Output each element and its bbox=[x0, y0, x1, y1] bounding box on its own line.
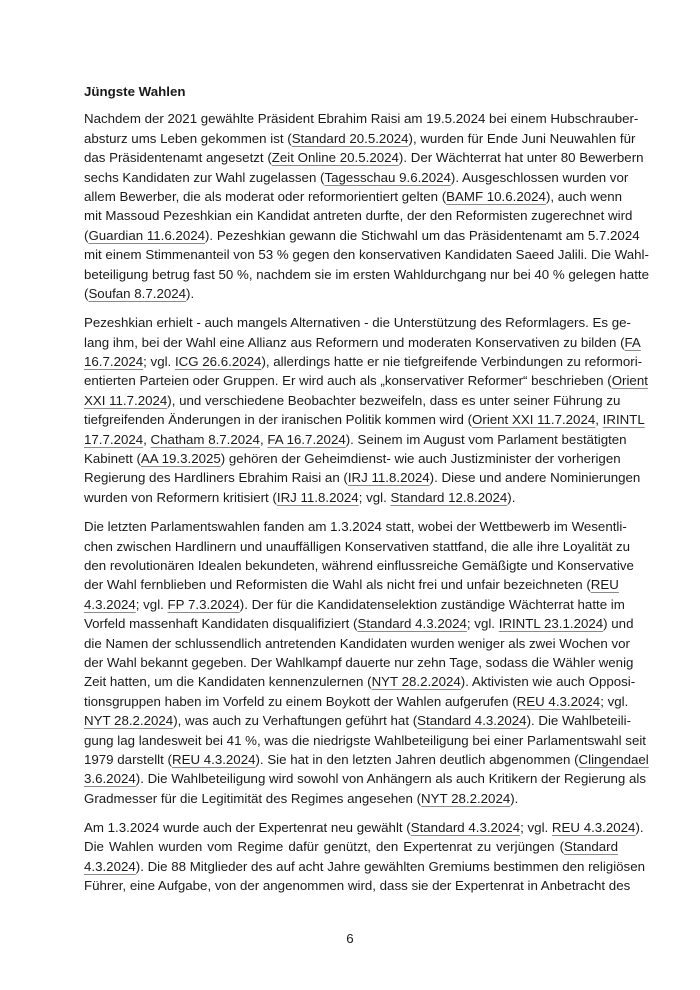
text-line bbox=[84, 517, 627, 536]
text: Nachdem der 2021 gewählte Präsident Ebrahim Raisi am 19.5.2024 bei einem Hubschrauber- bbox=[84, 111, 639, 127]
text-line bbox=[84, 711, 631, 730]
text: ) und bbox=[603, 616, 634, 632]
source-link[interactable]: 4.3.2024 bbox=[84, 596, 136, 612]
text: Regierung des Hardliners Ebrahim Raisi an ( bbox=[84, 470, 348, 486]
source-link[interactable]: Standard 20.5.2024 bbox=[291, 130, 409, 146]
text-line bbox=[84, 148, 644, 167]
text: ), was auch zu Verhaftungen geführt hat ( bbox=[173, 713, 418, 729]
source-link[interactable]: IRINTL 23.1.2024 bbox=[498, 616, 604, 632]
text: Führer, eine Aufgabe, von der angenommen wird, dass sie der Expertenrat in Anbetracht des bbox=[84, 878, 631, 894]
text-line bbox=[84, 410, 645, 429]
page-number: 6 bbox=[346, 931, 354, 946]
text-line bbox=[84, 109, 639, 128]
text: , bbox=[143, 431, 151, 447]
text: ), auch wenn bbox=[545, 188, 623, 204]
text: ; vgl. bbox=[135, 596, 168, 612]
source-link[interactable]: FA 16.7.2024 bbox=[267, 431, 346, 447]
source-link[interactable]: Guardian 11.6.2024 bbox=[88, 227, 205, 243]
text: ). Diese und andere Nominierungen bbox=[429, 470, 641, 486]
text: ). Seinem im August vom Parlament bestätigten bbox=[345, 431, 627, 447]
source-link[interactable]: IRJ 11.8.2024 bbox=[347, 470, 430, 486]
text: beteiligung betrug fast 50 %, nachdem sie im ersten Wahldurchgang nur bei 40 % gelegen hatte bbox=[84, 266, 649, 282]
text: Gradmesser für die Legitimität des Regimes angesehen ( bbox=[84, 790, 422, 806]
page-content bbox=[84, 82, 649, 906]
text: ), allerdings hatte er nie tiefgreifende Verbindungen zu reformori- bbox=[261, 354, 643, 370]
text: tiefgreifenden Änderungen in der iranischen Politik kommen wird ( bbox=[84, 412, 473, 428]
text-line bbox=[84, 634, 630, 653]
source-link[interactable]: Orient bbox=[611, 373, 648, 389]
text-line bbox=[84, 284, 618, 303]
text: ; vgl. bbox=[466, 616, 499, 632]
text: ). Pezeshkian gewann die Stichwahl um das Präsidentenamt am 5.7.2024 bbox=[205, 227, 640, 243]
text-line bbox=[84, 876, 631, 895]
text: ). Die 88 Mitglieder des auf acht Jahre gewählten Gremiums bestimmen den religiösen bbox=[135, 858, 645, 874]
source-link[interactable]: FA bbox=[624, 334, 641, 350]
text: Am 1.3.2024 wurde auch der Expertenrat neu gewählt ( bbox=[84, 820, 411, 836]
text: entierten Parteien oder Gruppen. Er wird auch als „konservativer Reformer“ beschrieben ( bbox=[84, 373, 612, 389]
text-line bbox=[84, 168, 629, 187]
text: ). bbox=[635, 820, 644, 836]
text-line bbox=[84, 391, 621, 410]
text: 1979 darstellt ( bbox=[84, 751, 172, 767]
text: ). Die Wahlbeteili- bbox=[526, 713, 631, 729]
source-link[interactable]: Standard 4.3.2024 bbox=[357, 616, 467, 632]
text-line bbox=[84, 449, 621, 468]
text: das Präsidentenamt angesetzt ( bbox=[84, 150, 272, 166]
source-link[interactable]: 4.3.2024 bbox=[84, 858, 136, 874]
text: lang ihm, bei der Wahl eine Allianz aus Reformern und moderaten Konservativen zu bilden ( bbox=[84, 334, 625, 350]
text: ) gehören der Geheimdienst- wie auch Justizminister der vorherigen bbox=[220, 451, 621, 467]
text: den revolutionären Idealen bekundeten, während einflussreiche Gemäßigte und Konservative bbox=[84, 558, 634, 573]
text-line bbox=[84, 187, 623, 206]
text: ). Sie hat in den letzten Jahren deutlich abgenommen ( bbox=[255, 751, 579, 767]
text: ), wurden für Ende Juni Neuwahlen für bbox=[408, 130, 636, 146]
text-line bbox=[84, 468, 641, 487]
text-line bbox=[84, 430, 627, 449]
source-link[interactable]: 16.7.2024 bbox=[84, 354, 144, 370]
paragraph bbox=[84, 313, 648, 507]
text-line bbox=[84, 595, 625, 614]
source-link[interactable]: Orient XXI 11.7.2024 bbox=[472, 412, 596, 428]
text: ; vgl. bbox=[520, 820, 552, 836]
text: Die letzten Parlamentswahlen fanden am 1.3.2024 statt, wobei der Wettbewerb im Wesentli- bbox=[84, 519, 627, 535]
text-line bbox=[84, 226, 640, 245]
text: Pezeshkian erhielt - auch mangels Alternativen - die Unterstützung des Reformlagers. Es ge- bbox=[84, 315, 631, 331]
text-line bbox=[84, 837, 618, 856]
text-line bbox=[84, 672, 636, 691]
source-link[interactable]: REU bbox=[590, 577, 619, 593]
text: wurden von Reformern kritisiert ( bbox=[84, 489, 277, 505]
text: mit einem Stimmenanteil von 53 % gegen den konservativen Kandidaten Saeed Jalili. Die Wahl- bbox=[84, 247, 649, 263]
source-link[interactable]: 17.7.2024 bbox=[84, 431, 144, 447]
source-link[interactable]: NYT 28.2.2024 bbox=[371, 674, 461, 690]
source-link[interactable]: REU 4.3.2024 bbox=[551, 820, 636, 836]
source-link[interactable]: 3.6.2024 bbox=[84, 771, 136, 787]
body-text bbox=[84, 109, 649, 895]
text: absturz ums Leben gekommen ist ( bbox=[84, 130, 292, 146]
text: , bbox=[595, 412, 603, 428]
text-line bbox=[84, 750, 649, 769]
source-link[interactable]: Chatham 8.7.2024 bbox=[150, 431, 260, 447]
source-link[interactable]: Standard 4.3.2024 bbox=[410, 820, 521, 836]
source-link[interactable]: Soufan 8.7.2024 bbox=[88, 285, 187, 301]
text: die Namen der schlussendlich antretenden Kandidaten wurden weniger als zwei Wochen vor bbox=[84, 635, 630, 651]
text-line bbox=[84, 129, 636, 148]
source-link[interactable]: NYT 28.2.2024 bbox=[421, 790, 511, 806]
source-link[interactable]: XXI 11.7.2024 bbox=[84, 392, 168, 408]
text-line bbox=[84, 371, 648, 390]
paragraph bbox=[84, 109, 649, 303]
text: der Wahl bekannt gegeben. Der Wahlkampf dauerte nur zehn Tage, sodass die Wähler wenig bbox=[84, 654, 634, 670]
text: ( bbox=[84, 227, 89, 243]
text-line bbox=[84, 556, 634, 575]
source-link[interactable]: IRJ 11.8.2024 bbox=[276, 489, 359, 505]
text: ). Der für die Kandidatenselektion zuständige Wächterrat hatte im bbox=[239, 596, 625, 612]
text: tionsgruppen haben im Vorfeld zu einem Boykott der Wahlen aufgerufen ( bbox=[84, 693, 517, 709]
text-line bbox=[84, 313, 631, 332]
text-line bbox=[84, 769, 647, 788]
paragraph bbox=[84, 517, 649, 808]
text: sechs Kandidaten zur Wahl zugelassen ( bbox=[84, 169, 325, 185]
text: chen zwischen Hardlinern und unauffälligen Konservativen stattfand, die alle ihre Loyalität zu bbox=[84, 538, 631, 554]
text: ), und verschiedene Beobachter bezweifeln, dass es unter seiner Führung zu bbox=[167, 392, 621, 408]
text-line bbox=[84, 333, 641, 352]
text: ; vgl. bbox=[600, 693, 629, 709]
text: Kabinett ( bbox=[84, 451, 141, 467]
text: ( bbox=[84, 285, 89, 301]
text-line bbox=[84, 265, 649, 284]
text-line bbox=[84, 789, 618, 808]
text: gung lag landesweit bei 41 %, was die niedrigste Wahlbeteiligung bei einer Parlamentswahl seit bbox=[84, 732, 647, 748]
text-line bbox=[84, 614, 634, 633]
source-link[interactable]: Clingendael bbox=[578, 751, 649, 767]
text: ). bbox=[510, 790, 519, 806]
paragraph bbox=[84, 818, 645, 896]
text-line bbox=[84, 857, 645, 876]
text: der Wahl fernblieben und Reformisten die Wahl als nicht frei und unfair bezeichneten ( bbox=[84, 577, 591, 593]
text: ). Die Wahlbeteiligung wird sowohl von Anhängern als auch Kritikern der Regierung als bbox=[135, 771, 647, 787]
source-link[interactable]: REU 4.3.2024 bbox=[516, 693, 601, 709]
text-line bbox=[84, 488, 618, 507]
text: Die Wahlen wurden vom Regime dafür genützt, den Expertenrat zu verjüngen ( bbox=[84, 839, 565, 855]
text: ; vgl. bbox=[358, 489, 391, 505]
text: ). bbox=[186, 285, 195, 301]
source-link[interactable]: NYT 28.2.2024 bbox=[84, 713, 174, 729]
text-line bbox=[84, 731, 647, 750]
source-link[interactable]: AA 19.3.2025 bbox=[140, 451, 221, 467]
section-heading: Jüngste Wahlen bbox=[84, 84, 186, 99]
text: ). bbox=[507, 489, 516, 505]
source-link[interactable]: REU 4.3.2024 bbox=[171, 751, 256, 767]
source-link[interactable]: Zeit Online 20.5.2024 bbox=[271, 150, 399, 166]
text: ; vgl. bbox=[143, 354, 175, 370]
text: ). Ausgeschlossen wurden vor bbox=[450, 169, 629, 185]
text-line bbox=[84, 352, 643, 371]
source-link[interactable]: IRINTL bbox=[602, 412, 645, 428]
text-line bbox=[84, 692, 629, 711]
source-link[interactable]: BAMF 10.6.2024 bbox=[446, 188, 546, 204]
text: Zeit hatten, um die Kandidaten kennenzulernen ( bbox=[84, 674, 372, 690]
source-link[interactable]: Standard 12.8.2024 bbox=[390, 489, 508, 505]
text-line bbox=[84, 575, 618, 594]
text: Vorfeld massenhaft Kandidaten disqualifiziert ( bbox=[84, 616, 358, 632]
text: allem Bewerber, die als moderat oder reformorientiert gelten ( bbox=[84, 188, 447, 204]
text-line bbox=[84, 653, 634, 672]
text: ). Der Wächterrat hat unter 80 Bewerbern bbox=[398, 150, 644, 166]
text-line bbox=[84, 245, 649, 264]
source-link[interactable]: FP 7.3.2024 bbox=[167, 596, 240, 612]
text: , bbox=[259, 431, 268, 447]
source-link[interactable]: Standard bbox=[564, 839, 618, 855]
text: ). Aktivisten wie auch Opposi- bbox=[460, 674, 636, 690]
source-link[interactable]: ICG 26.6.2024 bbox=[174, 354, 262, 370]
text-line bbox=[84, 206, 633, 225]
source-link[interactable]: Tagesschau 9.6.2024 bbox=[324, 169, 451, 185]
source-link[interactable]: Standard 4.3.2024 bbox=[417, 713, 527, 729]
text-line bbox=[84, 537, 631, 556]
text-line bbox=[84, 818, 644, 837]
text: mit Massoud Pezeshkian ein Kandidat antreten durfte, der den Reformisten zugerechnet wird bbox=[84, 208, 633, 224]
